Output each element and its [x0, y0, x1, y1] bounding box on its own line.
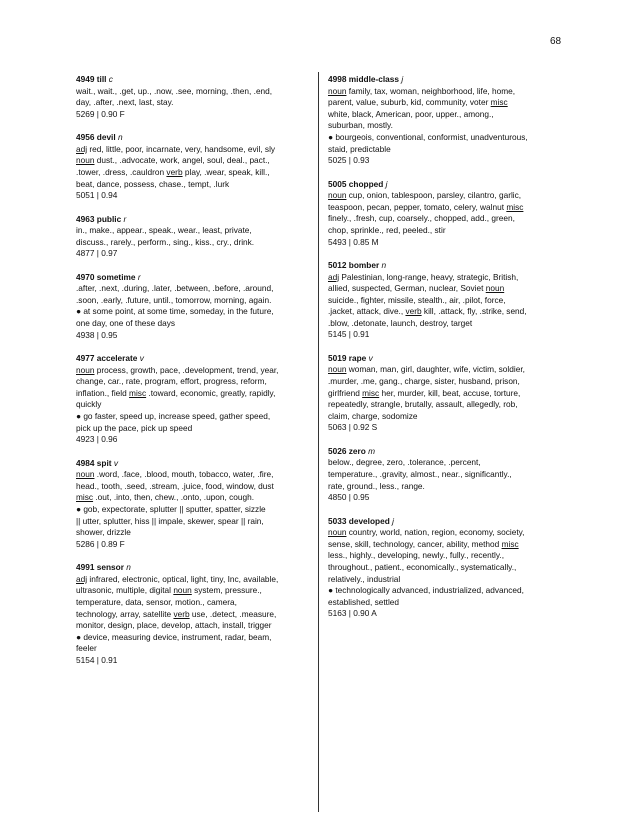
- collocate-category-label: noun: [76, 364, 95, 375]
- entry-text: suicide., fighter, missile, stealth., air, .pilot, force,: [328, 294, 506, 305]
- dictionary-entry: [328, 446, 570, 504]
- entry-line: [328, 562, 570, 574]
- collocate-category-label: misc: [501, 538, 519, 549]
- collocate-category-label: adj: [76, 573, 88, 584]
- entry-line: [328, 272, 570, 284]
- entry-line: [328, 283, 570, 295]
- entry-text: throughout., patient., economically., systematically.,: [328, 561, 517, 572]
- dictionary-entry: [76, 353, 318, 446]
- entry-line: [76, 376, 318, 388]
- collocate-category-label: noun: [76, 469, 95, 480]
- entry-text: claim, charge, sodomize: [328, 410, 418, 421]
- entry-headword-line: [76, 458, 318, 470]
- entry-line: [76, 190, 318, 202]
- entry-line: [76, 423, 318, 435]
- entry-text: .after, .next, .during, .later, .between, .before, .around,: [76, 283, 274, 294]
- entry-text: ., wait: [90, 85, 113, 96]
- entry-line: [328, 550, 570, 562]
- entry-headword-line: [76, 74, 318, 86]
- entry-line: [76, 248, 318, 260]
- entry-text: next, last, stay: [118, 97, 172, 108]
- entry-text: || utter, splutter, hiss || impale, skewer, spear || rain,: [76, 515, 264, 526]
- collocate-category-label: noun: [328, 364, 347, 375]
- entry-text: less., highly., developing, newly., fully., recently.,: [328, 550, 505, 561]
- collocate-category-label: noun: [76, 155, 95, 166]
- entry-text: advocate, work, angel, soul, deal., pact.,: [121, 155, 270, 166]
- entry-line: [328, 457, 570, 469]
- entry-text: day, .: [76, 97, 96, 108]
- entry-line: [76, 144, 318, 156]
- entry-text: .: [171, 97, 174, 108]
- entry-part-of-speech: j: [385, 178, 388, 189]
- entry-part-of-speech: n: [126, 562, 131, 573]
- entry-line: [76, 295, 318, 307]
- entry-line: [76, 492, 318, 504]
- entry-text: change, car., rate, program, effort, progress, reform,: [76, 376, 267, 387]
- entry-line: [328, 364, 570, 376]
- entry-text: pick up the pace, pick up speed: [76, 422, 193, 433]
- entry-line: [328, 422, 570, 434]
- entry-text: beat, dance, possess, chase., tempt, .: [76, 178, 216, 189]
- dictionary-entry: [76, 74, 318, 120]
- entry-text: ● bourgeois, conventional, conformist, unadventurous,: [328, 131, 528, 142]
- entry-line: [76, 585, 318, 597]
- right-column: [328, 74, 570, 632]
- entry-headword-line: [76, 272, 318, 284]
- entry-line: [76, 167, 318, 179]
- entry-text: ultrasonic, multiple, digital: [76, 585, 174, 596]
- entry-headword-line: [76, 132, 318, 144]
- entry-text: .toward, economic, greatly, rapidly,: [146, 387, 276, 398]
- entry-text: girlfriend: [328, 387, 363, 398]
- entry-headword: 4998 middle-class: [328, 74, 400, 84]
- entry-headword: 4970 sometime: [76, 271, 136, 282]
- entry-text: temperature., .gravity, almost., near., significantly.,: [328, 469, 512, 479]
- entry-text: woman, man, girl, daughter, wife, victim, soldier,: [346, 364, 525, 375]
- entry-line: [328, 295, 570, 307]
- entry-text: cup, onion, tablespoon, parsley, cilantro, garlic,: [346, 190, 522, 201]
- entry-line: [76, 539, 318, 551]
- dictionary-entry: [328, 74, 570, 167]
- entry-line: [328, 213, 570, 225]
- entry-headword-line: [76, 353, 318, 365]
- entry-text: ., .: [147, 85, 157, 96]
- entry-text: .out, .into, then, chew., .onto, .upon, cough.: [93, 492, 255, 503]
- entry-line: [328, 469, 570, 481]
- entry-line: [76, 434, 318, 446]
- collocate-category-label: misc: [76, 492, 94, 503]
- entry-headword: 4991 sensor: [76, 562, 124, 573]
- entry-line: [76, 97, 318, 109]
- entry-line: [76, 330, 318, 342]
- entry-text: inflation., field: [76, 387, 130, 398]
- entry-headword: 5033 developed: [328, 515, 390, 526]
- entry-text: quickly: [76, 399, 102, 410]
- entry-text: family, tax, woman, neighborhood, life, home,: [346, 85, 516, 96]
- entry-text: rate, ground., less., range.: [328, 480, 425, 491]
- entry-text: ● device, measuring device, instrument, radar, beam,: [76, 631, 272, 642]
- collocate-category-label: noun: [173, 585, 192, 596]
- entry-headword: 5026 zero: [328, 445, 366, 456]
- collocate-category-label: noun: [485, 283, 505, 294]
- entry-headword: 4949 till: [76, 74, 107, 84]
- entry-text: see, morning, .: [177, 85, 233, 96]
- entry-text: 5269 | 0.90 F: [76, 108, 125, 119]
- entry-text: red, little, poor, incarnate, very, handsome, evil, sly: [87, 143, 276, 154]
- entry-line: [76, 399, 318, 411]
- entry-headword-line: [328, 353, 570, 365]
- entry-part-of-speech: v: [139, 353, 144, 364]
- collocate-category-label: noun: [328, 527, 347, 538]
- entry-text: 5145 | 0.91: [328, 329, 370, 340]
- entry-text: .murder, .me, gang., charge, sister, husband, prison,: [328, 376, 520, 387]
- entry-line: [76, 388, 318, 400]
- entry-line: [76, 504, 318, 516]
- collocate-category-label: noun: [328, 85, 347, 96]
- entry-line: [328, 608, 570, 620]
- entry-part-of-speech: j: [392, 515, 394, 526]
- entry-text: allied, suspected, German, nuclear, Soviet: [328, 283, 486, 294]
- entry-text: established, settled: [328, 596, 400, 607]
- collocate-category-label: adj: [328, 271, 340, 282]
- entry-text: chop, sprinkle., red, peeled., stir: [328, 224, 446, 235]
- entry-text: .jacket, attack, dive.,: [328, 306, 406, 317]
- entry-text: 5025 | 0.93: [328, 155, 370, 166]
- entry-line: [76, 365, 318, 377]
- entry-text: ● at some point, at some time, someday, in the future,: [76, 306, 274, 317]
- entry-line: [76, 237, 318, 249]
- entry-text: now, .: [156, 85, 178, 96]
- entry-text: ● go faster, speed up, increase speed, gather speed,: [76, 411, 271, 422]
- entry-text: sense, skill, technology, cancer, ability, method: [328, 538, 502, 549]
- entry-headword-line: [328, 260, 570, 272]
- collocate-category-label: misc: [490, 97, 508, 108]
- entry-text: wait: [76, 85, 91, 96]
- column-divider: [318, 72, 319, 812]
- entry-text: use, .detect, .measure,: [189, 608, 277, 619]
- dictionary-entry: [76, 214, 318, 260]
- entry-text: 5063 | 0.92 S: [328, 422, 378, 433]
- entry-text: feeler: [76, 643, 97, 654]
- entry-headword-line: [76, 562, 318, 574]
- entry-text: .: [76, 166, 79, 177]
- entry-line: [76, 481, 318, 493]
- entry-text: 5051 | 0.94: [76, 190, 118, 201]
- entry-text: white, black, American, poor, upper., among.,: [328, 108, 494, 119]
- entry-headword: 4956 devil: [76, 132, 116, 143]
- entry-text: one day, one of these days: [76, 318, 176, 329]
- entry-line: [328, 318, 570, 330]
- entry-line: [328, 527, 570, 539]
- entry-line: [328, 97, 570, 109]
- entry-line: [76, 225, 318, 237]
- entry-line: [76, 643, 318, 655]
- entry-line: [76, 318, 318, 330]
- entry-headword: 4977 accelerate: [76, 353, 138, 364]
- entry-line: [328, 597, 570, 609]
- entry-part-of-speech: r: [123, 213, 127, 224]
- entry-line: [328, 132, 570, 144]
- entry-headword-line: [328, 516, 570, 528]
- entry-text: .word, .face, .blood, mouth, tobacco, water, .fire,: [94, 469, 274, 480]
- entry-text: temperature, data, sensor, motion., camera,: [76, 596, 237, 607]
- entry-text: lurk: [215, 178, 230, 189]
- entry-part-of-speech: v: [113, 457, 118, 468]
- entry-text: play, .: [182, 166, 207, 177]
- entry-line: [76, 632, 318, 644]
- entry-line: [76, 609, 318, 621]
- entry-headword-line: [328, 179, 570, 191]
- dictionary-entry: [328, 260, 570, 341]
- left-column: [76, 74, 318, 678]
- entry-line: [76, 527, 318, 539]
- entry-line: [76, 469, 318, 481]
- entry-line: [328, 388, 570, 400]
- entry-text: get, up: [121, 85, 148, 96]
- entry-text: Palestinian, long-range, heavy, strategic, British,: [339, 271, 519, 282]
- entry-text: wear, speak, kill.,: [206, 166, 270, 177]
- entry-text: end,: [255, 85, 273, 96]
- entry-headword-line: [328, 74, 570, 86]
- entry-text: 4923 | 0.96: [76, 434, 118, 445]
- dictionary-entry: [76, 132, 318, 202]
- entry-headword-line: [328, 446, 570, 458]
- entry-text: country, world, nation, region, economy, society,: [346, 527, 525, 538]
- entry-text: system, pressure.,: [191, 585, 262, 596]
- entry-line: [328, 109, 570, 121]
- entry-line: [76, 155, 318, 167]
- entry-text: process, growth, pace, .development, trend, year,: [94, 364, 279, 375]
- entry-text: staid, predictable: [328, 143, 391, 154]
- entry-text: below., degree, zero, .tolerance, .percent,: [328, 457, 481, 468]
- entry-line: [328, 399, 570, 411]
- entry-line: [76, 620, 318, 632]
- entry-line: [328, 411, 570, 423]
- entry-headword: 5005 chopped: [328, 178, 384, 189]
- entry-headword: 4984 spit: [76, 457, 112, 468]
- collocate-category-label: noun: [328, 190, 347, 201]
- collocate-category-label: misc: [129, 387, 147, 398]
- entry-line: [76, 597, 318, 609]
- entry-line: [328, 86, 570, 98]
- entry-text: head., tooth, .seed, .stream, .juice, food, window, dust: [76, 480, 274, 491]
- entry-text: .soon, .early, .future, until., tomorrow, morning, again.: [76, 294, 272, 305]
- entry-text: repeatedly, strangle, brutally, assault, allegedly, rob,: [328, 399, 518, 410]
- entry-text: tower, .: [78, 166, 106, 177]
- entry-text: .blow, .detonate, launch, destroy, target: [328, 317, 473, 328]
- entry-text: ● technologically advanced, industrialized, advanced,: [328, 585, 524, 596]
- entry-line: [328, 144, 570, 156]
- entry-line: [328, 155, 570, 167]
- entry-part-of-speech: v: [368, 352, 373, 363]
- collocate-category-label: verb: [166, 166, 183, 177]
- entry-line: [328, 237, 570, 249]
- entry-line: [76, 109, 318, 121]
- entry-text: in., make., appear., speak., wear., least, private,: [76, 225, 252, 236]
- entry-text: 4850 | 0.95: [328, 492, 370, 503]
- entry-text: ., .: [112, 85, 122, 96]
- entry-text: 4938 | 0.95: [76, 329, 118, 340]
- dictionary-entry: [76, 458, 318, 551]
- entry-part-of-speech: n: [117, 132, 123, 143]
- entry-headword: 5019 rape: [328, 352, 367, 363]
- entry-text: infrared, electronic, optical, light, tiny, Inc, available,: [87, 573, 279, 584]
- entry-line: [76, 86, 318, 98]
- entry-text: after, .: [95, 97, 119, 108]
- entry-line: [328, 539, 570, 551]
- entry-line: [328, 306, 570, 318]
- entry-text: discuss., rarely., perform., sing., kiss., cry., drink.: [76, 236, 255, 247]
- entry-line: [328, 225, 570, 237]
- entry-text: 5154 | 0.91: [76, 654, 118, 665]
- entry-headword: 4963 public: [76, 213, 122, 224]
- entry-line: [328, 190, 570, 202]
- entry-text: then, .: [232, 85, 256, 96]
- entry-text: dress, .: [105, 166, 133, 177]
- entry-headword: 5012 bomber: [328, 259, 380, 270]
- entry-text: technology, array, satellite: [76, 608, 174, 619]
- entry-text: ● gob, expectorate, splutter || sputter, spatter, sizzle: [76, 503, 266, 514]
- entry-text: shower, drizzle: [76, 527, 131, 538]
- entry-text: parent, value, suburb, kid, community, voter: [328, 97, 491, 108]
- entry-line: [328, 585, 570, 597]
- entry-text: 5286 | 0.89 F: [76, 538, 125, 549]
- entry-line: [328, 376, 570, 388]
- collocate-category-label: misc: [506, 201, 524, 212]
- entry-part-of-speech: j: [401, 74, 404, 84]
- collocate-category-label: misc: [362, 387, 380, 398]
- entry-line: [328, 492, 570, 504]
- entry-text: 5493 | 0.85 M: [328, 236, 379, 247]
- entry-part-of-speech: n: [381, 259, 387, 270]
- entry-line: [76, 306, 318, 318]
- entry-line: [328, 120, 570, 132]
- dictionary-entry: [76, 272, 318, 342]
- entry-line: [328, 481, 570, 493]
- entry-line: [76, 283, 318, 295]
- page-number: 68: [550, 36, 562, 47]
- collocate-category-label: verb: [173, 608, 190, 619]
- dictionary-entry: [328, 516, 570, 620]
- entry-line: [76, 516, 318, 528]
- entry-part-of-speech: r: [137, 271, 141, 282]
- entry-line: [328, 329, 570, 341]
- entry-text: finely., .fresh, cup, coarsely., chopped, add., green,: [328, 213, 515, 224]
- entry-text: 5163 | 0.90 A: [328, 608, 377, 619]
- entry-text: dust., .: [94, 155, 122, 166]
- entry-text: 4877 | 0.97: [76, 248, 118, 259]
- entry-text: her, murder, kill, beat, accuse, torture,: [379, 387, 521, 398]
- entry-line: [76, 574, 318, 586]
- entry-line: [76, 411, 318, 423]
- entry-part-of-speech: m: [368, 445, 376, 456]
- entry-text: monitor, design, place, develop, attach, install, trigger: [76, 620, 272, 631]
- entry-text: cauldron: [132, 166, 167, 177]
- entry-headword-line: [76, 214, 318, 226]
- entry-text: kill, .attack, fly, .strike, send,: [421, 306, 527, 317]
- entry-text: teaspoon, pecan, pepper, tomato, celery, walnut: [328, 201, 507, 212]
- entry-line: [328, 202, 570, 214]
- dictionary-entry: [76, 562, 318, 666]
- dictionary-entry: [328, 179, 570, 249]
- entry-text: relatively., industrial: [328, 573, 401, 584]
- entry-line: [76, 179, 318, 191]
- dictionary-entry: [328, 353, 570, 434]
- entry-line: [328, 574, 570, 586]
- collocate-category-label: verb: [405, 306, 422, 317]
- entry-line: [76, 655, 318, 667]
- entry-text: suburban, mostly.: [328, 120, 393, 131]
- collocate-category-label: adj: [76, 143, 88, 154]
- entry-part-of-speech: c: [108, 74, 113, 84]
